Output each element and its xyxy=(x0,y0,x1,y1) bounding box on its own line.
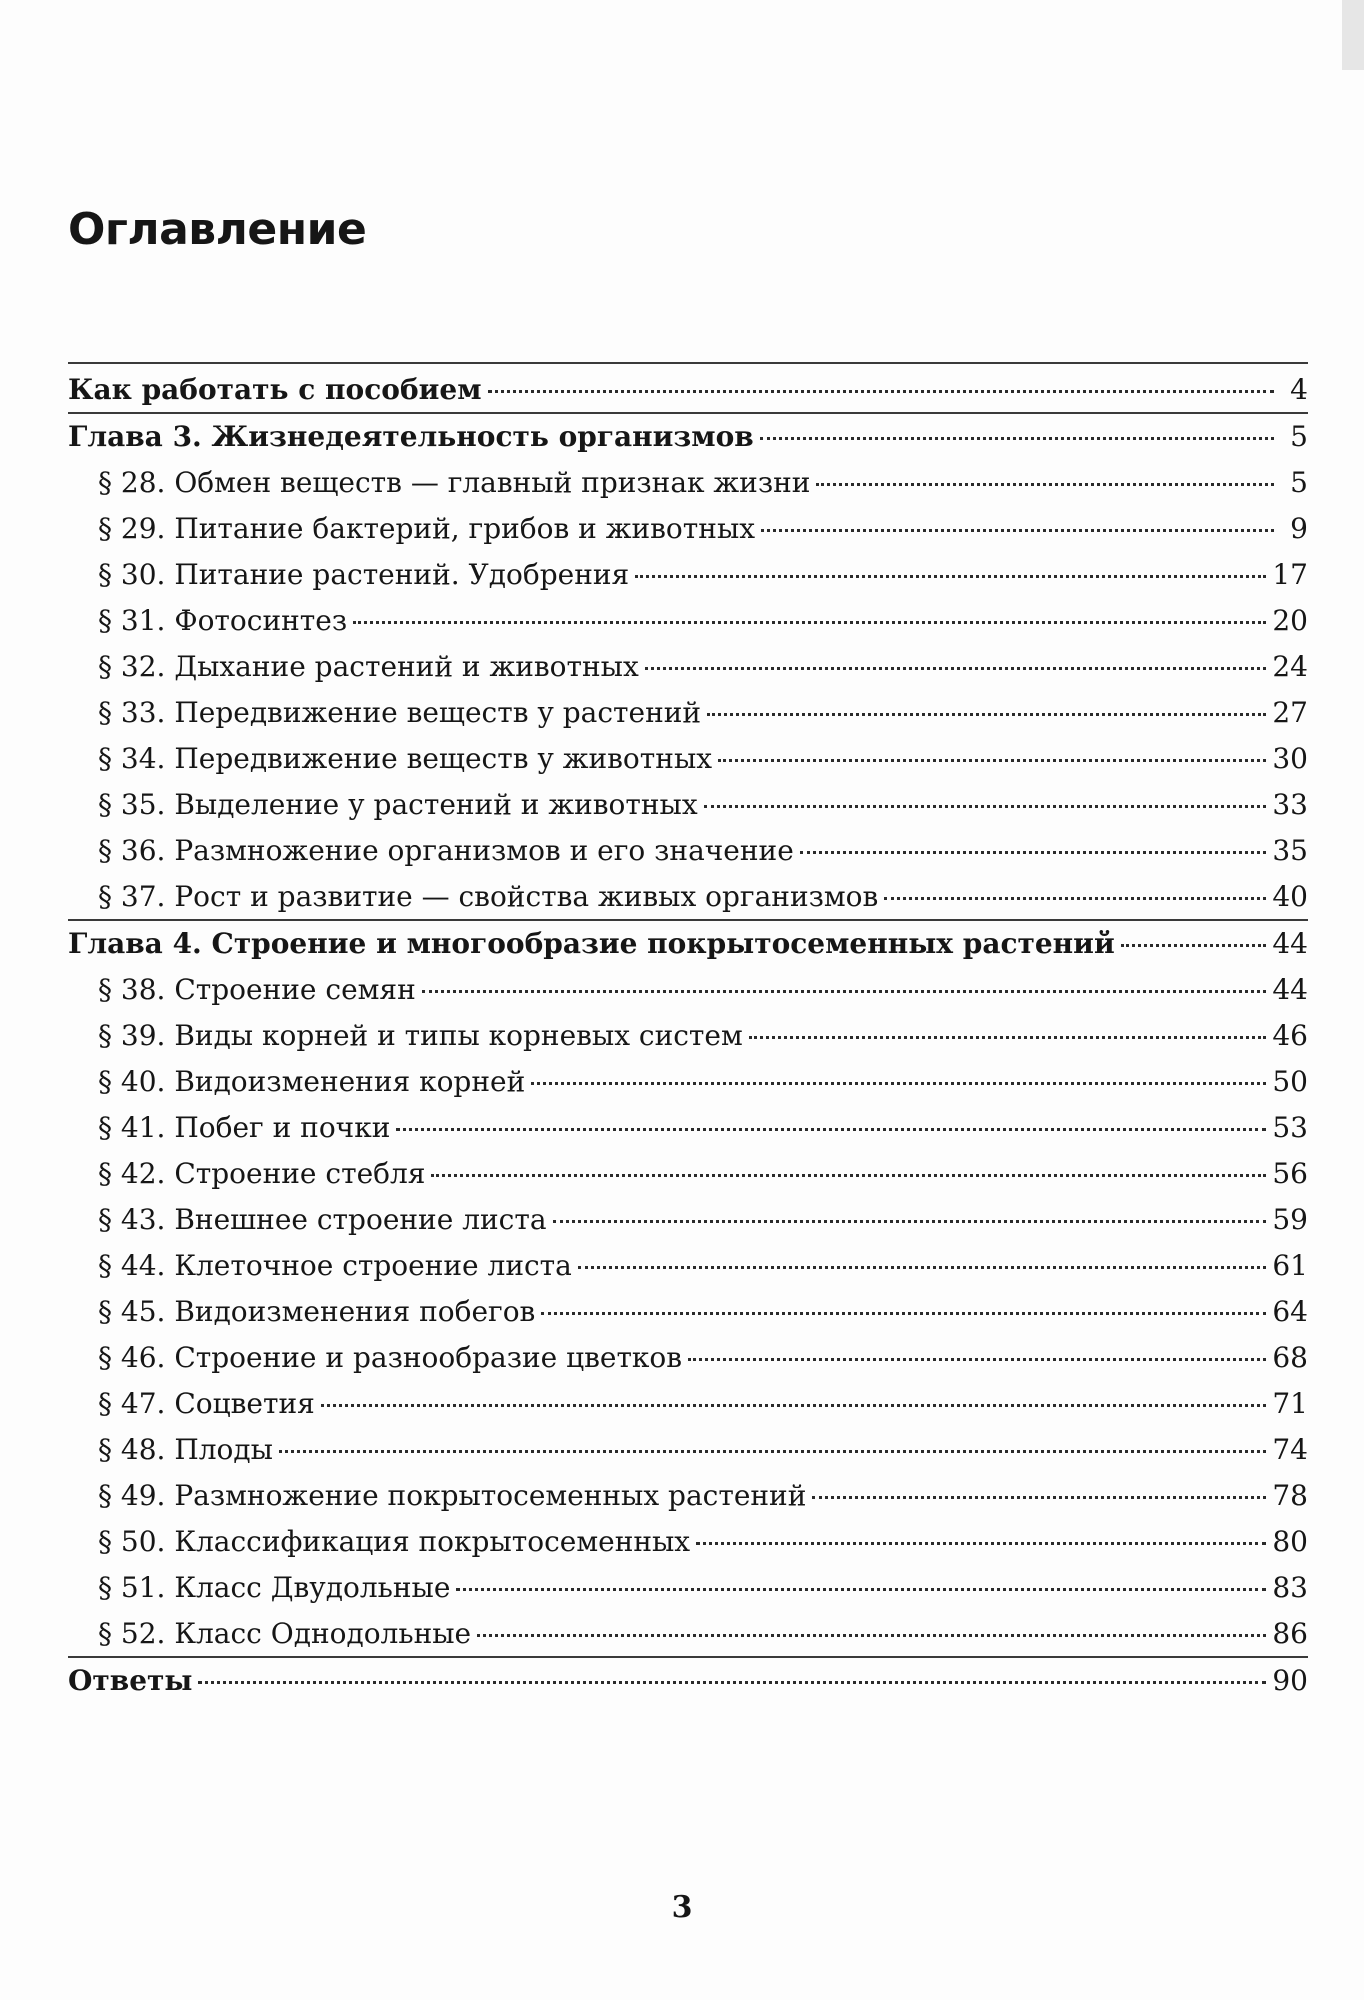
toc-section-entry[interactable] xyxy=(68,1335,1308,1381)
toc-entry-title: § 51. Класс Двудольные xyxy=(98,1571,451,1604)
toc-leader-dots xyxy=(279,1450,1266,1453)
toc-entry-title: § 47. Соцветия xyxy=(98,1387,315,1420)
toc-entry-page: 68 xyxy=(1272,1341,1308,1374)
toc-entry-title: Глава 4. Строение и многообразие покрытосеменных растений xyxy=(68,927,1115,960)
toc-entry-title: § 29. Питание бактерий, грибов и животных xyxy=(98,512,756,545)
toc-entry-title: § 28. Обмен веществ — главный признак жизни xyxy=(98,466,811,499)
toc-section-entry[interactable] xyxy=(68,1013,1308,1059)
toc-leader-dots xyxy=(884,897,1266,900)
toc-entry-page: 53 xyxy=(1272,1111,1308,1144)
toc-chapter-entry[interactable] xyxy=(68,414,1308,460)
toc-entry-page: 5 xyxy=(1290,420,1308,453)
toc-chapter-entry[interactable] xyxy=(68,1658,1308,1704)
toc-entry-title: § 42. Строение стебля xyxy=(98,1157,426,1190)
toc-leader-dots xyxy=(396,1128,1266,1131)
toc-section-entry[interactable] xyxy=(68,1059,1308,1105)
toc-section-entry[interactable] xyxy=(68,874,1308,920)
toc-leader-dots xyxy=(422,990,1267,993)
toc-entry-title: Ответы xyxy=(68,1664,193,1697)
toc-leader-dots xyxy=(456,1588,1266,1591)
toc-entry-page: 44 xyxy=(1272,927,1308,960)
toc-section-entry[interactable] xyxy=(68,1427,1308,1473)
toc-entry-page: 27 xyxy=(1272,696,1308,729)
toc-section-entry[interactable] xyxy=(68,736,1308,782)
toc-entry-title: § 33. Передвижение веществ у растений xyxy=(98,696,702,729)
toc-entry-title: § 39. Виды корней и типы корневых систем xyxy=(98,1019,743,1052)
toc-entry-page: 40 xyxy=(1272,880,1308,913)
toc-leader-dots xyxy=(704,805,1267,808)
toc-entry-page: 59 xyxy=(1272,1203,1308,1236)
toc-section-entry[interactable] xyxy=(68,782,1308,828)
toc-section-entry[interactable] xyxy=(68,1611,1308,1657)
toc-leader-dots xyxy=(718,759,1266,762)
toc-leader-dots xyxy=(1121,944,1267,947)
toc-entry-title: § 44. Клеточное строение листа xyxy=(98,1249,572,1282)
toc-entry-title: § 36. Размножение организмов и его значение xyxy=(98,834,794,867)
toc-entry-title: § 50. Классификация покрытосеменных xyxy=(98,1525,691,1558)
toc-leader-dots xyxy=(431,1174,1266,1177)
page-number: 3 xyxy=(671,1890,693,1925)
toc-leader-dots xyxy=(477,1634,1266,1637)
toc-section-entry[interactable] xyxy=(68,552,1308,598)
toc-leader-dots xyxy=(707,713,1266,716)
toc-entry-page: 46 xyxy=(1272,1019,1308,1052)
toc-leader-dots xyxy=(353,621,1266,624)
toc-leader-dots xyxy=(812,1496,1266,1499)
toc-leader-dots xyxy=(321,1404,1267,1407)
toc-entry-title: § 43. Внешнее строение листа xyxy=(98,1203,547,1236)
toc-section-entry[interactable] xyxy=(68,1565,1308,1611)
toc-entry-page: 44 xyxy=(1272,973,1308,1006)
toc-section-entry[interactable] xyxy=(68,1289,1308,1335)
toc-entry-title: § 46. Строение и разнообразие цветков xyxy=(98,1341,683,1374)
table-of-contents xyxy=(68,367,1308,1704)
toc-leader-dots xyxy=(578,1266,1267,1269)
toc-section-entry[interactable] xyxy=(68,1473,1308,1519)
toc-section-entry[interactable] xyxy=(68,506,1308,552)
toc-entry-title: § 48. Плоды xyxy=(98,1433,273,1466)
toc-leader-dots xyxy=(198,1681,1266,1684)
toc-leader-dots xyxy=(816,483,1274,486)
page-edge-mark xyxy=(1342,0,1364,70)
toc-section-entry[interactable] xyxy=(68,1243,1308,1289)
toc-entry-page: 64 xyxy=(1272,1295,1308,1328)
toc-section-entry[interactable] xyxy=(68,1519,1308,1565)
toc-entry-page: 50 xyxy=(1272,1065,1308,1098)
toc-entry-page: 17 xyxy=(1272,558,1308,591)
toc-entry-page: 56 xyxy=(1272,1157,1308,1190)
toc-entry-title: § 49. Размножение покрытосеменных растений xyxy=(98,1479,807,1512)
toc-section-entry[interactable] xyxy=(68,1151,1308,1197)
toc-leader-dots xyxy=(749,1036,1267,1039)
toc-section-entry[interactable] xyxy=(68,1381,1308,1427)
toc-chapter-entry[interactable] xyxy=(68,367,1308,413)
toc-entry-title: § 40. Видоизменения корней xyxy=(98,1065,526,1098)
toc-entry-page: 24 xyxy=(1272,650,1308,683)
toc-entry-page: 4 xyxy=(1290,373,1308,406)
toc-entry-page: 33 xyxy=(1272,788,1308,821)
toc-entry-page: 9 xyxy=(1290,512,1308,545)
toc-entry-title: § 30. Питание растений. Удобрения xyxy=(98,558,630,591)
toc-leader-dots xyxy=(553,1220,1267,1223)
toc-entry-page: 80 xyxy=(1272,1525,1308,1558)
toc-leader-dots xyxy=(635,575,1266,578)
toc-entry-title: § 52. Класс Однодольные xyxy=(98,1617,472,1650)
toc-entry-title: § 35. Выделение у растений и животных xyxy=(98,788,698,821)
toc-leader-dots xyxy=(760,437,1274,440)
toc-entry-title: § 31. Фотосинтез xyxy=(98,604,348,637)
toc-leader-dots xyxy=(800,851,1267,854)
toc-section-entry[interactable] xyxy=(68,460,1308,506)
toc-section-entry[interactable] xyxy=(68,598,1308,644)
toc-section-entry[interactable] xyxy=(68,828,1308,874)
toc-leader-dots xyxy=(541,1312,1266,1315)
toc-entry-page: 20 xyxy=(1272,604,1308,637)
toc-leader-dots xyxy=(645,667,1267,670)
toc-leader-dots xyxy=(761,529,1274,532)
toc-leader-dots xyxy=(488,390,1274,393)
toc-entry-title: § 45. Видоизменения побегов xyxy=(98,1295,536,1328)
page-title: Оглавление xyxy=(68,204,367,255)
toc-entry-title: § 32. Дыхание растений и животных xyxy=(98,650,639,683)
toc-section-entry[interactable] xyxy=(68,967,1308,1013)
toc-entry-page: 78 xyxy=(1272,1479,1308,1512)
toc-chapter-entry[interactable] xyxy=(68,921,1308,967)
toc-entry-page: 61 xyxy=(1272,1249,1308,1282)
toc-top-rule xyxy=(68,362,1308,364)
toc-leader-dots xyxy=(688,1358,1266,1361)
toc-entry-page: 86 xyxy=(1272,1617,1308,1650)
toc-section-entry[interactable] xyxy=(68,690,1308,736)
toc-entry-page: 35 xyxy=(1272,834,1308,867)
toc-entry-title: § 37. Рост и развитие — свойства живых организмов xyxy=(98,880,879,913)
toc-entry-page: 30 xyxy=(1272,742,1308,775)
toc-entry-title: Глава 3. Жизнедеятельность организмов xyxy=(68,420,754,453)
toc-entry-title: § 38. Строение семян xyxy=(98,973,416,1006)
toc-entry-page: 90 xyxy=(1272,1664,1308,1697)
toc-leader-dots xyxy=(531,1082,1266,1085)
toc-entry-title: Как работать с пособием xyxy=(68,373,482,406)
toc-leader-dots xyxy=(696,1542,1266,1545)
toc-section-entry[interactable] xyxy=(68,1105,1308,1151)
toc-entry-page: 83 xyxy=(1272,1571,1308,1604)
toc-entry-page: 74 xyxy=(1272,1433,1308,1466)
toc-entry-title: § 41. Побег и почки xyxy=(98,1111,391,1144)
toc-section-entry[interactable] xyxy=(68,644,1308,690)
toc-entry-title: § 34. Передвижение веществ у животных xyxy=(98,742,713,775)
toc-section-entry[interactable] xyxy=(68,1197,1308,1243)
toc-entry-page: 5 xyxy=(1290,466,1308,499)
toc-entry-page: 71 xyxy=(1272,1387,1308,1420)
